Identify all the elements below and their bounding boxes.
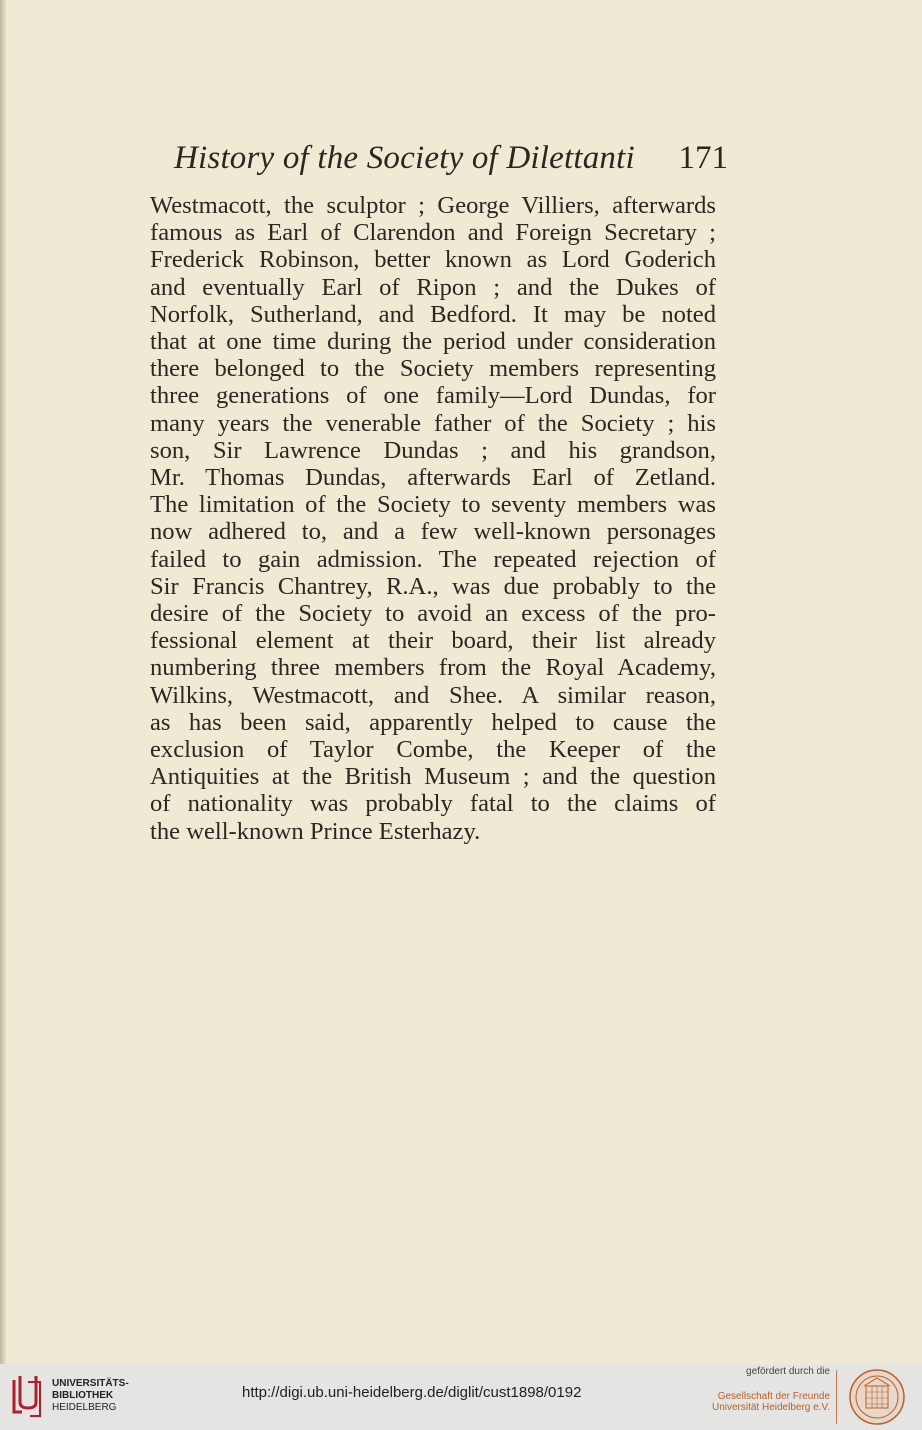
page-binding-edge	[0, 0, 6, 1364]
library-name-line1: UNIVERSITÄTS-	[52, 1378, 129, 1389]
footer-divider	[836, 1370, 837, 1424]
sponsor-prefix: gefördert durch die	[746, 1366, 830, 1377]
text-line: Sir Francis Chantrey, R.A., was due probably to the	[150, 572, 716, 600]
text-line: that at one time during the period under consideration	[150, 328, 716, 356]
text-line: as has been said, apparently helped to cause the	[150, 708, 716, 736]
text-line: fessional element at their board, their list already	[150, 627, 716, 655]
university-seal-icon	[848, 1368, 906, 1426]
text-line: numbering three members from the Royal Academy,	[150, 654, 716, 682]
text-line: failed to gain admission. The repeated rejection of	[150, 545, 716, 573]
text-line: now adhered to, and a few well-known personages	[150, 518, 716, 546]
library-name-line3: HEIDELBERG	[52, 1402, 117, 1413]
sponsor-name-line1: Gesellschaft der Freunde	[717, 1391, 830, 1402]
library-name	[52, 1378, 129, 1414]
library-name-line2: BIBLIOTHEK	[52, 1390, 114, 1401]
text-line: there belonged to the Society members representing	[150, 355, 716, 383]
sponsor-name-line2: Universität Heidelberg e.V.	[711, 1402, 830, 1413]
body-text	[150, 192, 716, 845]
footer-bar	[0, 1364, 922, 1430]
text-line: famous as Earl of Clarendon and Foreign Secretary ;	[150, 219, 716, 247]
page-number: 171	[678, 140, 728, 176]
text-line: Frederick Robinson, better known as Lord Goderich	[150, 246, 716, 274]
text-line: Westmacott, the sculptor ; George Villiers, afterwards	[150, 192, 716, 219]
permalink-url[interactable]: http://digi.ub.uni-heidelberg.de/diglit/cust1898/0192	[242, 1384, 582, 1401]
text-line: exclusion of Taylor Combe, the Keeper of the	[150, 736, 716, 764]
text-line: Wilkins, Westmacott, and Shee. A similar reason,	[150, 681, 716, 709]
text-line: many years the venerable father of the Society ; his	[150, 409, 716, 437]
text-line: and eventually Earl of Ripon ; and the Dukes of	[150, 273, 716, 301]
text-line: son, Sir Lawrence Dundas ; and his grandson,	[150, 436, 716, 464]
text-line: Norfolk, Sutherland, and Bedford. It may be noted	[150, 300, 716, 328]
text-line: Mr. Thomas Dundas, afterwards Earl of Zetland.	[150, 464, 716, 492]
sponsor-block	[704, 1366, 830, 1413]
text-line: The limitation of the Society to seventy members was	[150, 491, 716, 519]
text-line: the well-known Prince Esterhazy.	[150, 817, 481, 845]
text-line: Antiquities at the British Museum ; and the question	[150, 763, 716, 791]
library-logo-icon	[8, 1372, 44, 1420]
text-line: desire of the Society to avoid an excess of the pro-	[150, 600, 716, 628]
text-line: three generations of one family—Lord Dundas, for	[150, 382, 716, 410]
running-title: History of the Society of Dilettanti	[174, 140, 635, 176]
text-line: of nationality was probably fatal to the claims of	[150, 790, 716, 818]
